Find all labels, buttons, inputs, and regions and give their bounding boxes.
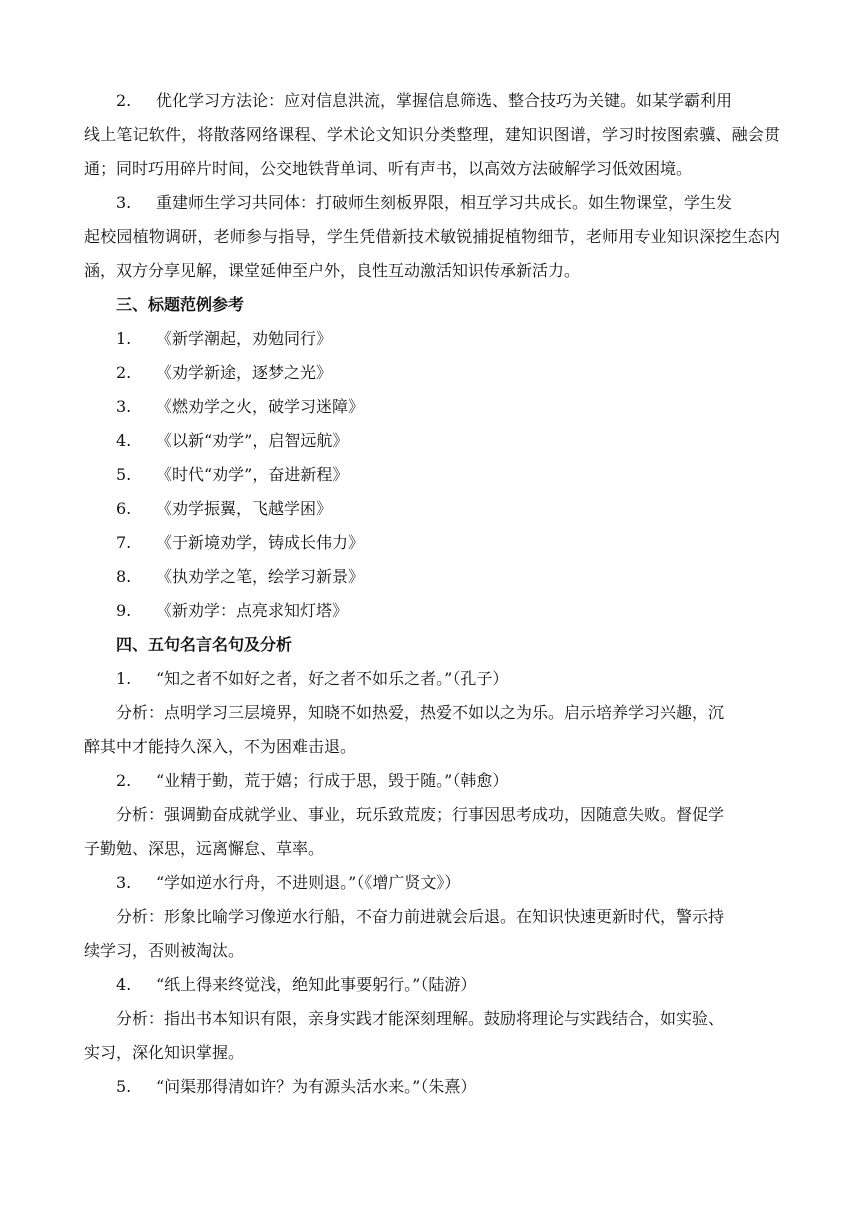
quote-text: “知之者不如好之者，好之者不如乐之者。”（孔子） [156,669,509,688]
quote-analysis-first-line: 分析：形象比喻学习像逆水行船，不奋力前进就会后退。在知识快速更新时代，警示持 [116,907,725,926]
quote-analysis-first-line: 分析：指出书本知识有限，亲身实践才能深刻理解。鼓励将理论与实践结合，如实验、 [116,1009,725,1028]
list-item [116,458,780,492]
section-heading-quotes: 四、五句名言名句及分析 [116,635,293,654]
quote-analysis-continuation: 续学习，否则被淘汰。 [84,941,245,960]
method-point-number: 3. [116,193,132,212]
list-item-text: 《于新境劝学，铸成长伟力》 [156,533,365,552]
quote-item [116,662,780,696]
quote-number: 5. [116,1077,132,1096]
section-heading-titles: 三、标题范例参考 [116,295,245,314]
method-point-first-line: 优化学习方法论：应对信息洪流，掌握信息筛选、整合技巧为关键。如某学霸利用 [156,91,733,110]
method-point [84,84,780,186]
list-item-text: 《燃劝学之火，破学习迷障》 [156,397,365,416]
list-item-number: 9. [116,601,132,620]
list-item-number: 7. [116,533,132,552]
quote-analysis [84,798,780,866]
list-item [116,322,780,356]
list-item-number: 2. [116,363,132,382]
quote-analysis-continuation: 醉其中才能持久深入，不为困难击退。 [84,737,357,756]
list-item [116,356,780,390]
list-item-text: 《时代“劝学”，奋进新程》 [156,465,349,484]
list-item [116,560,780,594]
list-item-number: 6. [116,499,132,518]
quote-analysis-continuation: 子勤勉、深思，远离懈怠、草率。 [84,839,325,858]
list-item-number: 4. [116,431,132,450]
quote-text: “纸上得来终觉浅，绝知此事要躬行。”（陆游） [156,975,477,994]
quote-number: 4. [116,975,132,994]
list-item-number: 8. [116,567,132,586]
quote-analysis-first-line: 分析：强调勤奋成就学业、事业，玩乐致荒废；行事因思考成功，因随意失败。督促学 [116,805,725,824]
quote-item [116,968,780,1002]
quote-analysis [84,1002,780,1070]
quote-text: “学如逆水行舟，不进则退。”（《增广贤文》） [156,873,461,892]
list-item-text: 《执劝学之笔，绘学习新景》 [156,567,365,586]
method-point-continuation: 线上笔记软件，将散落网络课程、学术论文知识分类整理，建知识图谱，学习时按图索骥、融会贯通；同时巧用碎片时间，公交地铁背单词、听有声书，以高效方法破解学习低效困境。 [84,125,780,178]
list-item-number: 1. [116,329,132,348]
list-item [116,492,780,526]
list-item [116,526,780,560]
quote-analysis-continuation: 实习，深化知识掌握。 [84,1043,245,1062]
method-point-continuation: 起校园植物调研，老师参与指导，学生凭借新技术敏锐捕捉植物细节，老师用专业知识深挖生态内涵，双方分享见解，课堂延伸至户外，良性互动激活知识传承新活力。 [84,227,780,280]
list-item-text: 《新劝学：点亮求知灯塔》 [156,601,349,620]
document-body [84,84,780,1104]
list-item-text: 《劝学新途，逐梦之光》 [156,363,333,382]
list-item-text: 《劝学振翼，飞越学困》 [156,499,333,518]
quote-analysis [84,900,780,968]
list-item [116,424,780,458]
quote-item [116,764,780,798]
list-item-number: 3. [116,397,132,416]
quote-number: 1. [116,669,132,688]
list-item [116,594,780,628]
list-item [116,390,780,424]
list-item-number: 5. [116,465,132,484]
quote-item [116,1070,780,1104]
quote-text: “问渠那得清如许？为有源头活水来。”（朱熹） [156,1077,477,1096]
quote-analysis [84,696,780,764]
quote-text: “业精于勤，荒于嬉；行成于思，毁于随。”（韩愈） [156,771,509,790]
list-item-text: 《以新“劝学”，启智远航》 [156,431,349,450]
method-point-number: 2. [116,91,132,110]
quote-number: 2. [116,771,132,790]
quote-item [116,866,780,900]
method-point-first-line: 重建师生学习共同体：打破师生刻板界限，相互学习共成长。如生物课堂，学生发 [156,193,733,212]
method-point [84,186,780,288]
quote-number: 3. [116,873,132,892]
quote-analysis-first-line: 分析：点明学习三层境界，知晓不如热爱，热爱不如以之为乐。启示培养学习兴趣，沉 [116,703,725,722]
list-item-text: 《新学潮起，劝勉同行》 [156,329,333,348]
